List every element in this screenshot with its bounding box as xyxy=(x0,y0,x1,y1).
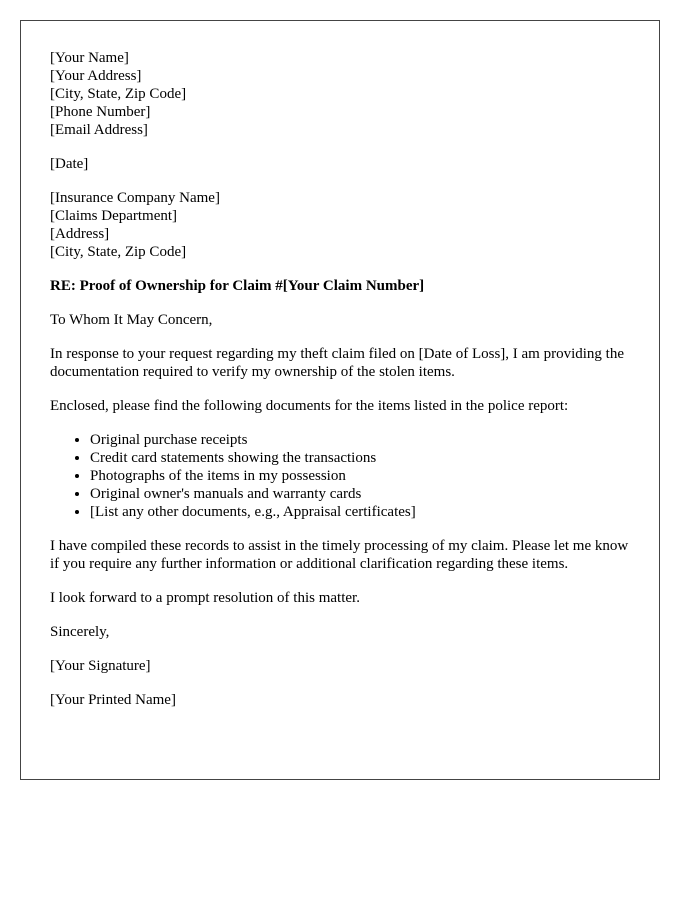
recipient-city-state-zip: [City, State, Zip Code] xyxy=(50,244,187,260)
sender-email: [Email Address] xyxy=(50,122,148,138)
date-line: [Date] xyxy=(50,156,89,172)
compiled-paragraph: I have compiled these records to assist in the timely processing of my claim. Please let me know if you require any further information or additional clarification regarding these items. xyxy=(50,538,629,572)
list-item: • Original purchase receipts xyxy=(90,431,640,449)
intro-paragraph: In response to your request regarding my theft claim filed on [Date of Loss], I am providing the documentation required to verify my ownership of the stolen items. xyxy=(50,346,625,380)
sender-block xyxy=(50,49,640,139)
recipient-address: [Address] xyxy=(50,226,110,242)
sender-phone: [Phone Number] xyxy=(50,104,151,120)
signature-line: [Your Signature] xyxy=(50,658,151,674)
valediction: Sincerely, xyxy=(50,624,110,640)
sender-city-state-zip: [City, State, Zip Code] xyxy=(50,86,187,102)
sender-name: [Your Name] xyxy=(50,50,129,66)
subject-line: RE: Proof of Ownership for Claim #[Your Claim Number] xyxy=(50,278,425,294)
recipient-block xyxy=(50,189,640,261)
printed-name-line: [Your Printed Name] xyxy=(50,692,176,708)
recipient-department: [Claims Department] xyxy=(50,208,178,224)
documents-list xyxy=(50,431,640,521)
sender-address: [Your Address] xyxy=(50,68,142,84)
letter-body xyxy=(50,49,640,725)
list-item: • Credit card statements showing the transactions xyxy=(90,449,640,467)
enclosed-paragraph: Enclosed, please find the following documents for the items listed in the police report: xyxy=(50,398,569,414)
list-item: • Photographs of the items in my possession xyxy=(90,467,640,485)
salutation: To Whom It May Concern, xyxy=(50,312,213,328)
letter-page xyxy=(20,20,660,780)
closing-paragraph: I look forward to a prompt resolution of this matter. xyxy=(50,590,360,606)
list-item: • Original owner's manuals and warranty cards xyxy=(90,485,640,503)
recipient-company: [Insurance Company Name] xyxy=(50,190,220,206)
list-item: • [List any other documents, e.g., Appraisal certificates] xyxy=(90,503,640,521)
